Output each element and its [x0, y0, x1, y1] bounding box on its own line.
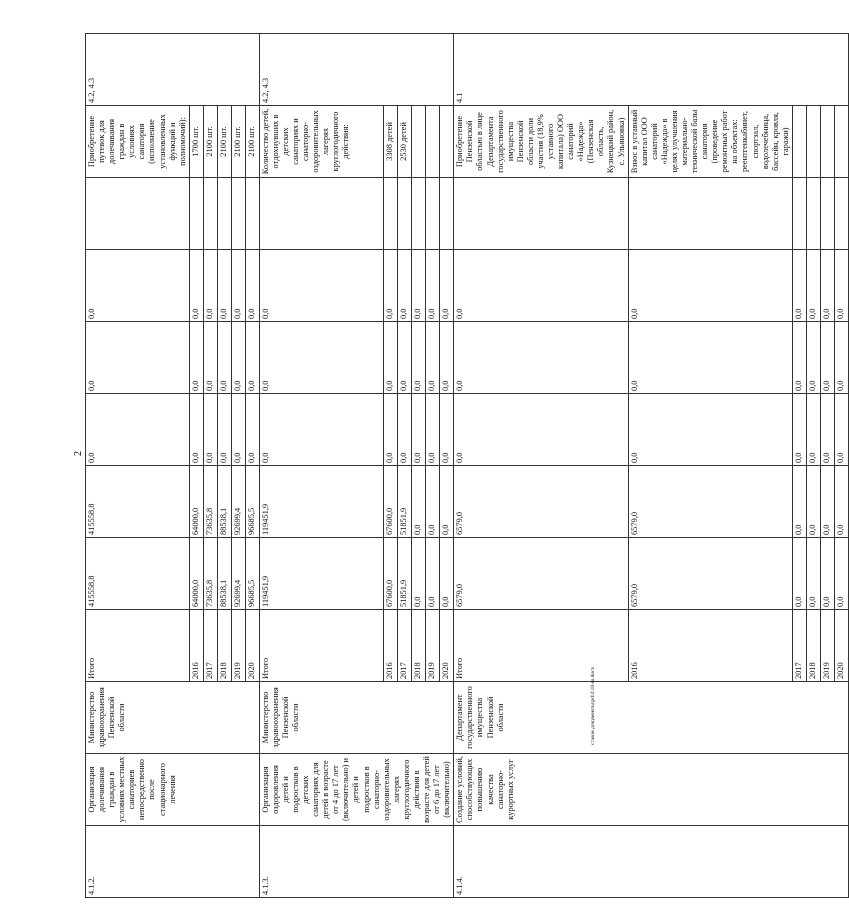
indicator-text: Приобретение путевок для долечивания граждан в условиях санатория (исполнение установленных функций и полномочий):	[86, 106, 190, 178]
year-sum: 0,0	[412, 538, 426, 610]
year: 2017	[792, 610, 806, 682]
link-targets: 4.2, 4.3	[86, 34, 260, 106]
year: 2020	[245, 610, 259, 682]
spacer-cell	[398, 178, 412, 250]
year-col3: 0,0	[203, 250, 217, 322]
year: 2020	[834, 610, 848, 682]
indicator-value: 1700 шт.	[189, 106, 203, 178]
activity-number: 4.1.3.	[259, 826, 453, 898]
year-col3: 0,0	[231, 250, 245, 322]
year: 2019	[820, 610, 834, 682]
year-col3: 0,0	[792, 250, 806, 322]
total-col3: 0,0	[454, 250, 628, 322]
year-col1: 0,0	[820, 394, 834, 466]
year-sum: 88538,1	[217, 538, 231, 610]
spacer-cell	[440, 178, 454, 250]
year-sum: 67600,0	[384, 538, 398, 610]
year-col2: 0,0	[245, 322, 259, 394]
total-sum: 415558,8	[86, 538, 190, 610]
table-row	[86, 34, 190, 898]
year-col3: 0,0	[189, 250, 203, 322]
year-fb: 73635,8	[203, 466, 217, 538]
year-col1: 0,0	[440, 394, 454, 466]
total-col2: 0,0	[454, 322, 628, 394]
year-fb: 88538,1	[217, 466, 231, 538]
total-fb: 6579,0	[454, 466, 628, 538]
activity-executor: Министерство здравоохранения Пензенской области	[259, 682, 453, 754]
year-fb: 51851,9	[398, 466, 412, 538]
total-sum: 6579,0	[454, 538, 628, 610]
year-sum: 0,0	[426, 538, 440, 610]
year-col1: 0,0	[217, 394, 231, 466]
year: 2017	[203, 610, 217, 682]
spacer-cell	[203, 178, 217, 250]
activity-number: 4.1.2.	[86, 826, 260, 898]
spacer-cell	[189, 178, 203, 250]
rotated-table-container	[85, 33, 845, 898]
activity-number: 4.1.4.	[454, 826, 849, 898]
spacer-cell	[426, 178, 440, 250]
year-col3: 0,0	[217, 250, 231, 322]
indicator-value: 3308 детей	[384, 106, 398, 178]
year-col3: 0,0	[440, 250, 454, 322]
year-col2: 0,0	[820, 322, 834, 394]
activity-executor: Министерство здравоохранения Пензенской области	[86, 682, 260, 754]
year-col2: 0,0	[440, 322, 454, 394]
year-col1: 0,0	[245, 394, 259, 466]
link-targets: 4.1	[454, 34, 849, 106]
year-sum: 6579,0	[628, 538, 792, 610]
year-col3: 0,0	[426, 250, 440, 322]
footer-file-path: c:\мои документы\pd\4\10-ш.docx	[590, 666, 596, 745]
indicator-text: Количество детей, отдохнувших в детских санаториях и санаторно-оздоровительных лагерях круглогодичного действия:	[259, 106, 383, 178]
indicator-value	[820, 106, 834, 178]
spacer-cell	[792, 178, 806, 250]
year: 2018	[806, 610, 820, 682]
year: 2016	[189, 610, 203, 682]
year: 2018	[412, 610, 426, 682]
year-col1: 0,0	[412, 394, 426, 466]
indicator-value	[834, 106, 848, 178]
year: 2016	[384, 610, 398, 682]
year-col2: 0,0	[217, 322, 231, 394]
program-activities-table	[85, 33, 849, 898]
total-sum: 119451,9	[259, 538, 383, 610]
year-col2: 0,0	[189, 322, 203, 394]
total-col1: 0,0	[86, 394, 190, 466]
total-label: Итого	[454, 610, 628, 682]
year-col3: 0,0	[384, 250, 398, 322]
indicator-value: 2100 шт.	[217, 106, 231, 178]
total-col1: 0,0	[259, 394, 383, 466]
spacer-cell	[86, 178, 190, 250]
year-fb: 0,0	[792, 466, 806, 538]
total-col3: 0,0	[86, 250, 190, 322]
year-col3: 0,0	[628, 250, 792, 322]
year-col2: 0,0	[806, 322, 820, 394]
year-col2: 0,0	[834, 322, 848, 394]
indicator-value	[792, 106, 806, 178]
year: 2018	[217, 610, 231, 682]
year-sum: 0,0	[806, 538, 820, 610]
indicator-value: 2530 детей	[398, 106, 412, 178]
spacer-cell	[628, 178, 792, 250]
indicator-value: 2100 шт.	[231, 106, 245, 178]
year-col1: 0,0	[806, 394, 820, 466]
total-label: Итого	[259, 610, 383, 682]
year-col3: 0,0	[412, 250, 426, 322]
total-fb: 119451,9	[259, 466, 383, 538]
year-fb: 0,0	[412, 466, 426, 538]
spacer-cell	[245, 178, 259, 250]
spacer-cell	[454, 178, 628, 250]
spacer-cell	[231, 178, 245, 250]
spacer-cell	[384, 178, 398, 250]
year-col1: 0,0	[628, 394, 792, 466]
year-sum: 64000,0	[189, 538, 203, 610]
total-fb: 415558,8	[86, 466, 190, 538]
year-fb: 96685,5	[245, 466, 259, 538]
year-sum: 96685,5	[245, 538, 259, 610]
indicator-value	[426, 106, 440, 178]
year-col2: 0,0	[412, 322, 426, 394]
year-fb: 0,0	[820, 466, 834, 538]
year: 2016	[628, 610, 792, 682]
spacer-cell	[259, 178, 383, 250]
year-fb: 92699,4	[231, 466, 245, 538]
spacer-cell	[834, 178, 848, 250]
year-col3: 0,0	[398, 250, 412, 322]
indicator-text: Приобретение Пензенской областью в лице Департамента государственного имущества Пензенской области доли участия (18,9% уставного капитала) ООО санаторий «Надежда» (Пензенская область, Кузнецкий район, с. Ульяновка)	[454, 106, 628, 178]
year-col2: 0,0	[384, 322, 398, 394]
total-label: Итого	[86, 610, 190, 682]
page-number: 2	[73, 451, 84, 456]
total-col2: 0,0	[259, 322, 383, 394]
year-sum: 0,0	[440, 538, 454, 610]
spacer-cell	[806, 178, 820, 250]
indicator-value: 2100 шт.	[203, 106, 217, 178]
table-row	[454, 34, 628, 898]
activity-name: Создание условий, способствующих повышению качества санаторно-курортных услуг	[454, 754, 849, 826]
spacer-cell	[820, 178, 834, 250]
year-sum: 73635,8	[203, 538, 217, 610]
year-col1: 0,0	[203, 394, 217, 466]
year-col2: 0,0	[426, 322, 440, 394]
year-fb: 6579,0	[628, 466, 792, 538]
year-fb: 0,0	[440, 466, 454, 538]
spacer-cell	[217, 178, 231, 250]
year-fb: 0,0	[806, 466, 820, 538]
year-fb: 67600,0	[384, 466, 398, 538]
table-row	[259, 34, 383, 898]
year-col1: 0,0	[398, 394, 412, 466]
year-col3: 0,0	[245, 250, 259, 322]
year-col1: 0,0	[426, 394, 440, 466]
year: 2019	[231, 610, 245, 682]
year: 2020	[440, 610, 454, 682]
activity-executor: Департамент государственного имущества Пензенской области	[454, 682, 849, 754]
indicator-value	[440, 106, 454, 178]
year-col2: 0,0	[398, 322, 412, 394]
year-col1: 0,0	[792, 394, 806, 466]
indicator-value	[412, 106, 426, 178]
year-col3: 0,0	[820, 250, 834, 322]
year-col1: 0,0	[231, 394, 245, 466]
year-sum: 0,0	[820, 538, 834, 610]
link-targets: 4.2, 4.3	[259, 34, 453, 106]
year: 2019	[426, 610, 440, 682]
activity-name: Организация оздоровления детей и подростков в детских санаториях для детей в возрасте от 4 до 17 лет (включительно) и детей и подростков в санаторно-оздоровительных лагерях круглогодичного действия в возрасте для детей от 6 до 17 лет (включительно)	[259, 754, 453, 826]
year-col2: 0,0	[203, 322, 217, 394]
year-col1: 0,0	[189, 394, 203, 466]
year-col2: 0,0	[792, 322, 806, 394]
year-fb: 0,0	[426, 466, 440, 538]
total-col3: 0,0	[259, 250, 383, 322]
year-col1: 0,0	[834, 394, 848, 466]
total-col1: 0,0	[454, 394, 628, 466]
activity-name: Организация долечивания граждан в условиях местных санаториев непосредственно после стационарного лечения	[86, 754, 260, 826]
year-col3: 0,0	[806, 250, 820, 322]
year-fb: 0,0	[834, 466, 848, 538]
year-col1: 0,0	[384, 394, 398, 466]
year-col2: 0,0	[628, 322, 792, 394]
indicator-value: 2100 шт.	[245, 106, 259, 178]
year-sum: 0,0	[834, 538, 848, 610]
year-fb: 64000,0	[189, 466, 203, 538]
indicator-value: Взнос в уставный капитал ООО санаторий «Надежда» в целях улучшения материально-технической базы санатория (проведение ремонтных работ на объектах: реентгенкабинет, спортзал, водолечебница, бассейн, кровля, гаражи)	[628, 106, 792, 178]
total-col2: 0,0	[86, 322, 190, 394]
spacer-cell	[412, 178, 426, 250]
year-sum: 51851,9	[398, 538, 412, 610]
indicator-value	[806, 106, 820, 178]
year-sum: 0,0	[792, 538, 806, 610]
year: 2017	[398, 610, 412, 682]
year-col3: 0,0	[834, 250, 848, 322]
year-col2: 0,0	[231, 322, 245, 394]
year-sum: 92699,4	[231, 538, 245, 610]
